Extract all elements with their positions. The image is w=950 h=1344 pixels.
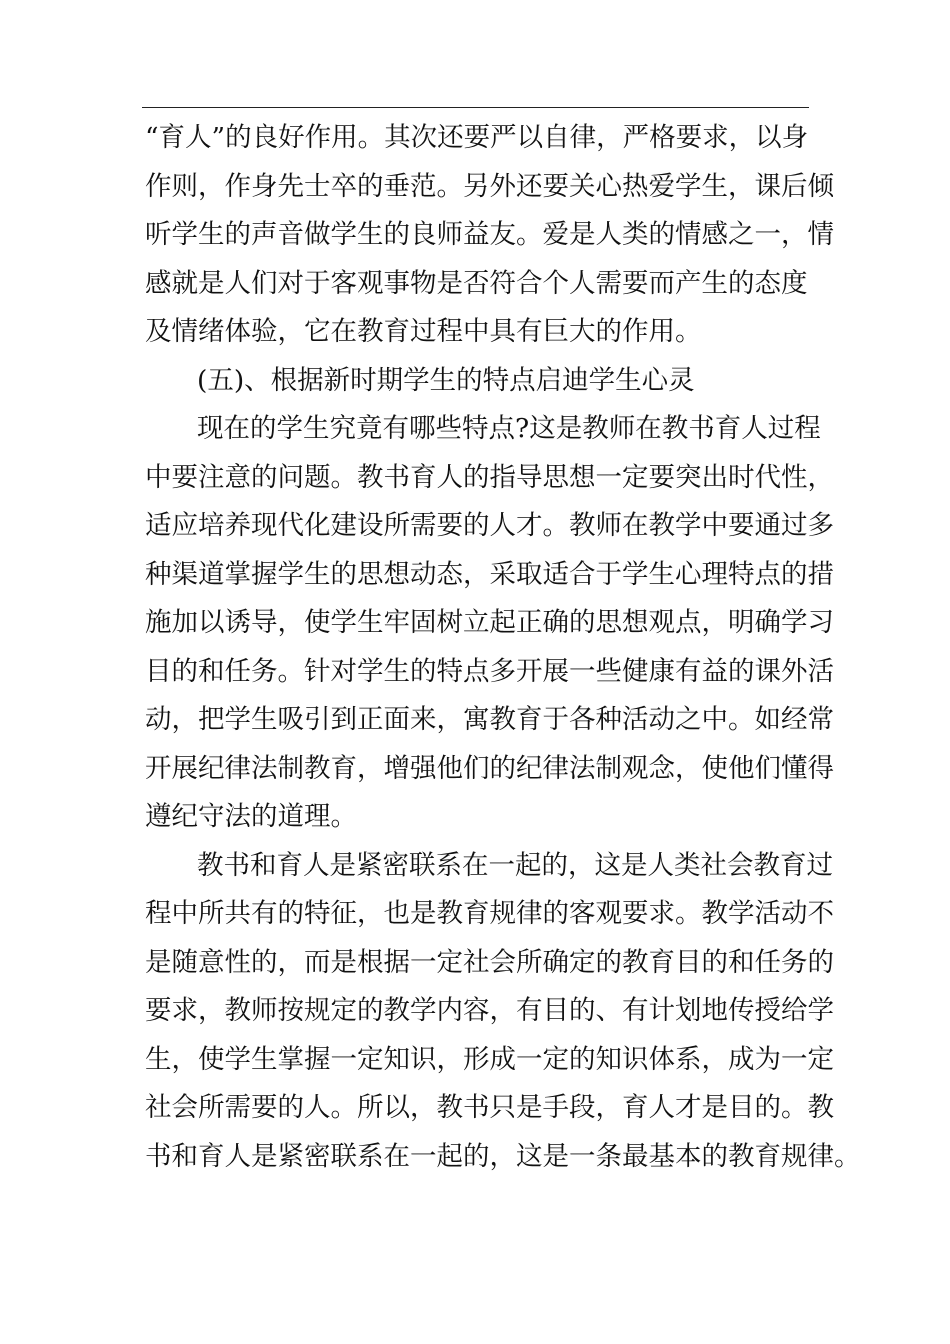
text-line: 社会所需要的人。所以，教书只是手段，育人才是目的。教 xyxy=(145,1092,834,1123)
text-line: 作则，作身先士卒的垂范。另外还要关心热爱学生，课后倾 xyxy=(145,170,834,202)
text-line: 生，使学生掌握一定知识，形成一定的知识体系，成为一定 xyxy=(145,1043,834,1075)
text-line: 现在的学生究竟有哪些特点?这是教师在教书育人过程 xyxy=(197,413,821,444)
text-line: 遵纪守法的道理。 xyxy=(145,801,357,832)
text-line: 动，把学生吸引到正面来，寓教育于各种活动之中。如经常 xyxy=(145,704,834,735)
text-line: (五)、根据新时期学生的特点启迪学生心灵 xyxy=(197,364,695,396)
text-line: 中要注意的问题。教书育人的指导思想一定要突出时代性， xyxy=(145,461,834,493)
text-line: 书和育人是紧密联系在一起的，这是一条最基本的教育规律。 xyxy=(145,1140,861,1172)
text-line: 施加以诱导，使学生牢固树立起正确的思想观点，明确学习 xyxy=(145,607,834,638)
text-line: “育人”的良好作用。其次还要严以自律，严格要求，以身 xyxy=(145,122,809,153)
text-line: 目的和任务。针对学生的特点多开展一些健康有益的课外活 xyxy=(145,655,834,687)
document-body xyxy=(145,114,861,1181)
text-line: 及情绪体验，它在教育过程中具有巨大的作用。 xyxy=(145,316,702,347)
text-line: 适应培养现代化建设所需要的人才。教师在教学中要通过多 xyxy=(145,510,834,541)
text-line: 听学生的声音做学生的良师益友。爱是人类的情感之一，情 xyxy=(145,219,834,250)
text-line: 开展纪律法制教育，增强他们的纪律法制观念，使他们懂得 xyxy=(145,752,834,784)
text-line: 种渠道掌握学生的思想动态，采取适合于学生心理特点的措 xyxy=(145,558,834,590)
text-line: 教书和育人是紧密联系在一起的，这是人类社会教育过 xyxy=(197,849,833,881)
text-line: 程中所共有的特征，也是教育规律的客观要求。教学活动不 xyxy=(145,898,834,929)
text-line: 感就是人们对于客观事物是否符合个人需要而产生的态度 xyxy=(145,267,808,299)
text-line: 是随意性的，而是根据一定社会所确定的教育目的和任务的 xyxy=(145,946,834,978)
header-rule xyxy=(142,107,809,108)
text-line: 要求，教师按规定的教学内容，有目的、有计划地传授给学 xyxy=(145,995,834,1026)
